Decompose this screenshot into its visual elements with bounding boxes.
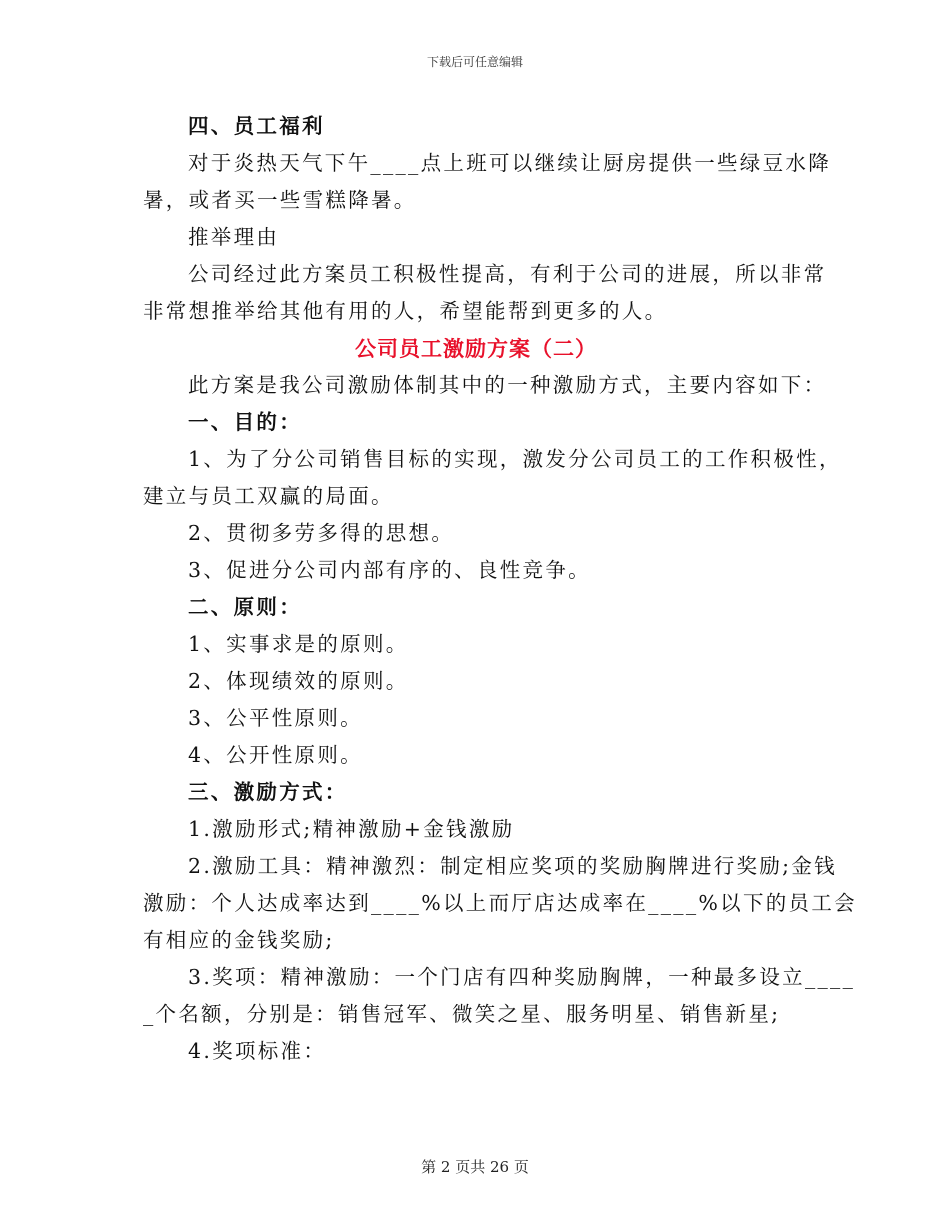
paragraph-line: 激励：个人达成率达到____%以上而厅店达成率在____%以下的员工会 — [143, 891, 857, 915]
list-item: 4、公开性原则。 — [188, 743, 363, 767]
paragraph-line: 暑，或者买一些雪糕降暑。 — [143, 188, 417, 212]
paragraph-line: 推举理由 — [188, 225, 280, 249]
list-item: 4.奖项标准： — [188, 1039, 327, 1063]
section-heading-purpose: 一、目的： — [188, 410, 302, 434]
document-body — [143, 108, 857, 1070]
list-item: 2.激励工具：精神激烈：制定相应奖项的奖励胸牌进行奖励;金钱 — [188, 854, 837, 878]
list-item: 2、贯彻多劳多得的思想。 — [188, 521, 455, 545]
paragraph-line: 此方案是我公司激励体制其中的一种激励方式，主要内容如下： — [188, 373, 827, 397]
paragraph-line: 有相应的金钱奖励; — [143, 928, 335, 952]
section-heading-benefits: 四、员工福利 — [188, 114, 325, 138]
list-item: 1.激励形式;精神激励+金钱激励 — [188, 817, 515, 841]
paragraph-line: _个名额，分别是：销售冠军、微笑之星、服务明星、销售新星; — [143, 1002, 781, 1026]
list-item: 2、体现绩效的原则。 — [188, 669, 409, 693]
document-title: 公司员工激励方案（二） — [355, 336, 597, 361]
list-item: 3、公平性原则。 — [188, 706, 363, 730]
paragraph-line: 对于炎热天气下午____点上班可以继续让厨房提供一些绿豆水降 — [188, 151, 831, 175]
paragraph-line: 建立与员工双赢的局面。 — [143, 484, 394, 508]
section-heading-principles: 二、原则： — [188, 595, 302, 619]
list-item: 3、促进分公司内部有序的、良性竞争。 — [188, 558, 591, 582]
page-footer: 第 2 页共 26 页 — [421, 1158, 529, 1176]
list-item: 1、为了分公司销售目标的实现，激发分公司员工的工作积极性， — [188, 447, 842, 471]
paragraph-line: 公司经过此方案员工积极性提高，有利于公司的进展，所以非常 — [188, 262, 827, 286]
section-heading-methods: 三、激励方式： — [188, 780, 348, 804]
list-item: 3.奖项：精神激励：一个门店有四种奖励胸牌，一种最多设立____ — [188, 965, 856, 989]
page-header: 下载后可任意编辑 — [426, 55, 523, 69]
list-item: 1、实事求是的原则。 — [188, 632, 409, 656]
paragraph-line: 非常想推举给其他有用的人，希望能帮到更多的人。 — [143, 299, 668, 323]
